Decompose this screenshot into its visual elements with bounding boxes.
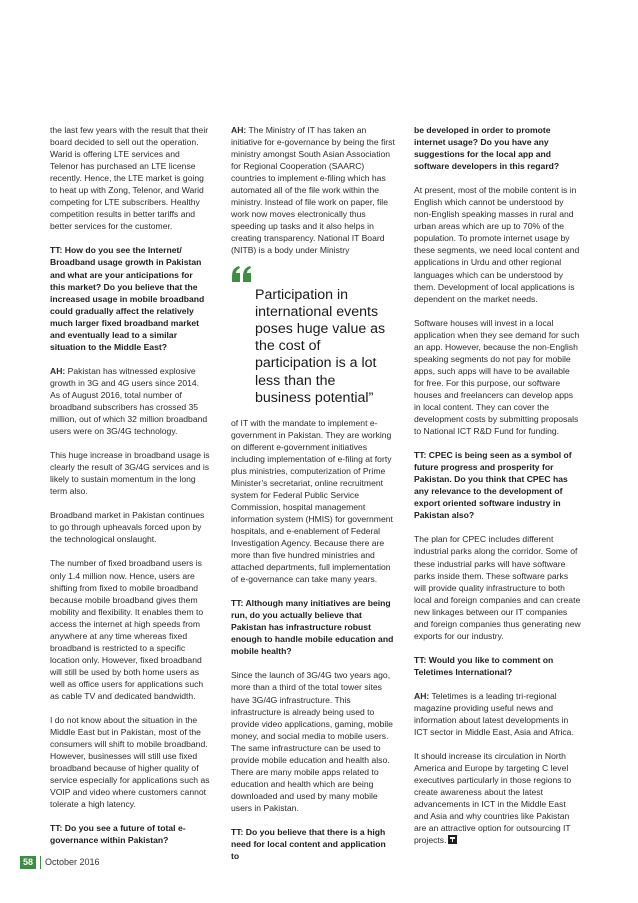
body-paragraph: This huge increase in broadband usage is clearly the result of 3G/4G services and is likely to sustain momentum in the long term also.: [50, 450, 210, 497]
interview-answer: [414, 690, 582, 738]
paragraph-text: It should increase its circulation in North America and Europe by targeting C level executives particularly in those regions to create awareness about the latest advancements in ICT in the Middle East and Asia and why countries like Pakistan are an attractive option for outsourcing IT projects.: [414, 751, 572, 846]
page-footer: [20, 855, 100, 869]
interview-question: TT: Although many initiatives are being run, do you actually believe that Pakistan has infrastructure robust enough to handle mobile education and mobile health?: [231, 598, 394, 657]
column-2: [231, 124, 395, 874]
body-paragraph: of IT with the mandate to implement e-government in Pakistan. They are working on different e-government initiatives including implementation of e-filing at forty plus ministries, computerization of Prime Minister’s secretariat, online recruitment system for Federal Public Service Commission, hospital management information system (HMIS) for government hospitals, and e-enablement of Federal Investigation Agency. Because there are more than five hundred ministries and attached departments, full implementation of e-governance can take many years.: [231, 417, 393, 585]
pull-quote: [231, 269, 395, 406]
body-paragraph: Broadband market in Pakistan continues to go through upheavals forced upon by the technological onslaught.: [50, 510, 205, 545]
body-paragraph: At present, most of the mobile content is in English which cannot be understood by non-English speaking masses in rural and urban areas which are up to 70% of the population. To promote internet usage by these segments, we need local content and applications in Urdu and other regional languages which can be understood by them. Development of local applications is dependent on the market needs.: [414, 185, 580, 304]
speaker-label: AH:: [50, 365, 66, 376]
speaker-label: AH:: [231, 125, 247, 135]
body-paragraph: The number of fixed broadband users is only 1.4 million now. Hence, users are shifting from fixed to mobile broadband because mobile broadband gives them mobility and flexibility. It enables them to access the internet at high speeds from anywhere at any time whereas fixed broadband is restricted to a specific location only. However, fixed broadband will still be used by both home users as well as office users for applications such as cable TV and dedicated bandwidth.: [50, 558, 204, 701]
answer-text: Teletimes is a leading tri-regional magazine providing useful news and information about latest developments in ICT sector in Middle East, Asia and Africa.: [414, 690, 574, 738]
page-number: 58: [20, 856, 36, 869]
speaker-label: AH:: [414, 690, 430, 701]
body-paragraph: Since the launch of 3G/4G two years ago, more than a third of the total tower sites have 3G/4G infrastructure. This infrastructure is already being used to provide video applications, gaming, mobile money, and social media to mobile users. The same infrastructure can be used to provide mobile education and health also. There are many mobile apps related to education and health which are being downloaded and used by many mobile users in Pakistan.: [231, 670, 393, 813]
footer-divider: [40, 856, 41, 869]
interview-question: be developed in order to promote internet usage? Do you have any suggestions for the local app and software developers in this regard?: [414, 125, 560, 172]
column-2-bottom: [231, 417, 395, 863]
interview-answer: [231, 124, 395, 257]
interview-answer: [50, 365, 210, 437]
body-paragraph: Software houses will invest in a local application when they see demand for such an app. However, because the non-English speaking segments do not pay for mobile apps, such apps will have to be available for free. For this purpose, our software houses and freelancers can develop apps in local content. They can cover the development costs by submitting proposals to National ICT R&D Fund for funding.: [414, 317, 580, 437]
interview-question: TT: Do you believe that there is a high need for local content and application to: [231, 826, 386, 862]
end-mark-icon: [448, 835, 457, 844]
body-paragraph-final: [414, 750, 582, 846]
answer-text: The Ministry of IT has taken an initiative for e-governance by being the first ministry amongst South Asian Association for Regional Cooperation (SAARC) countries to implement e-filing which has automated all of the file work within the ministry. Instead of file work on paper, file work now moves electronically thus speeding up tasks and it also helps in creating transparency. National IT Board (NITB) is a body under Ministry: [231, 125, 395, 256]
body-paragraph: I do not know about the situation in the Middle East but in Pakistan, most of the consumers will shift to mobile broadband. However, businesses will still use fixed broadband because of higher quality of service especially for applications such as VOIP and video where customers cannot tolerate a high latency.: [50, 715, 210, 810]
interview-question: TT: Would you like to comment on Teletimes International?: [414, 654, 554, 677]
interview-question: TT: Do you see a future of total e-governance within Pakistan?: [50, 823, 186, 846]
body-paragraph: the last few years with the result that their board decided to sell out the operation. Warid is offering LTE services and Telenor has purchased an LTE license recently. Hence, the LTE market is going to heat up with Zong, Telenor, and Warid competing for LTE subscribers. Healthy competition results in better tariffs and better services for the customer.: [50, 125, 209, 232]
quote-mark-icon: [231, 265, 253, 285]
interview-question: TT: How do you see the Internet/ Broadband usage growth in Pakistan and what are your anticipations for this market? Do you believe that the increased usage in mobile broadband could gradually affect the relatively much larger fixed broadband market and eventually lead to a similar situation to the Middle East?: [50, 245, 205, 352]
body-paragraph: The plan for CPEC includes different industrial parks along the corridor. Some of these industrial parks will have software parks inside them. These software parks will provide quality infrastructure to both local and foreign companies and can create new linkages between our IT companies and foreign companies thus generating new exports for our industry.: [414, 534, 581, 641]
pull-quote-text: Participation in international events poses huge value as the cost of participation is a lot less than the business potential”: [255, 286, 386, 406]
answer-text: Pakistan has witnessed explosive growth in 3G and 4G users since 2014. As of August 2016, total number of broadband subscribers has crossed 35 million, out of which 32 million broadband users were on 3G/4G technology.: [50, 365, 208, 437]
column-3: [414, 124, 582, 858]
column-2-top: [231, 124, 395, 257]
column-1: [50, 124, 210, 858]
interview-question: TT: CPEC is being seen as a symbol of future progress and prosperity for Pakistan. Do you think that CPEC has any relevance to the development of export oriented software industry in Pakistan also?: [414, 450, 572, 521]
issue-date: October 2016: [45, 857, 100, 867]
